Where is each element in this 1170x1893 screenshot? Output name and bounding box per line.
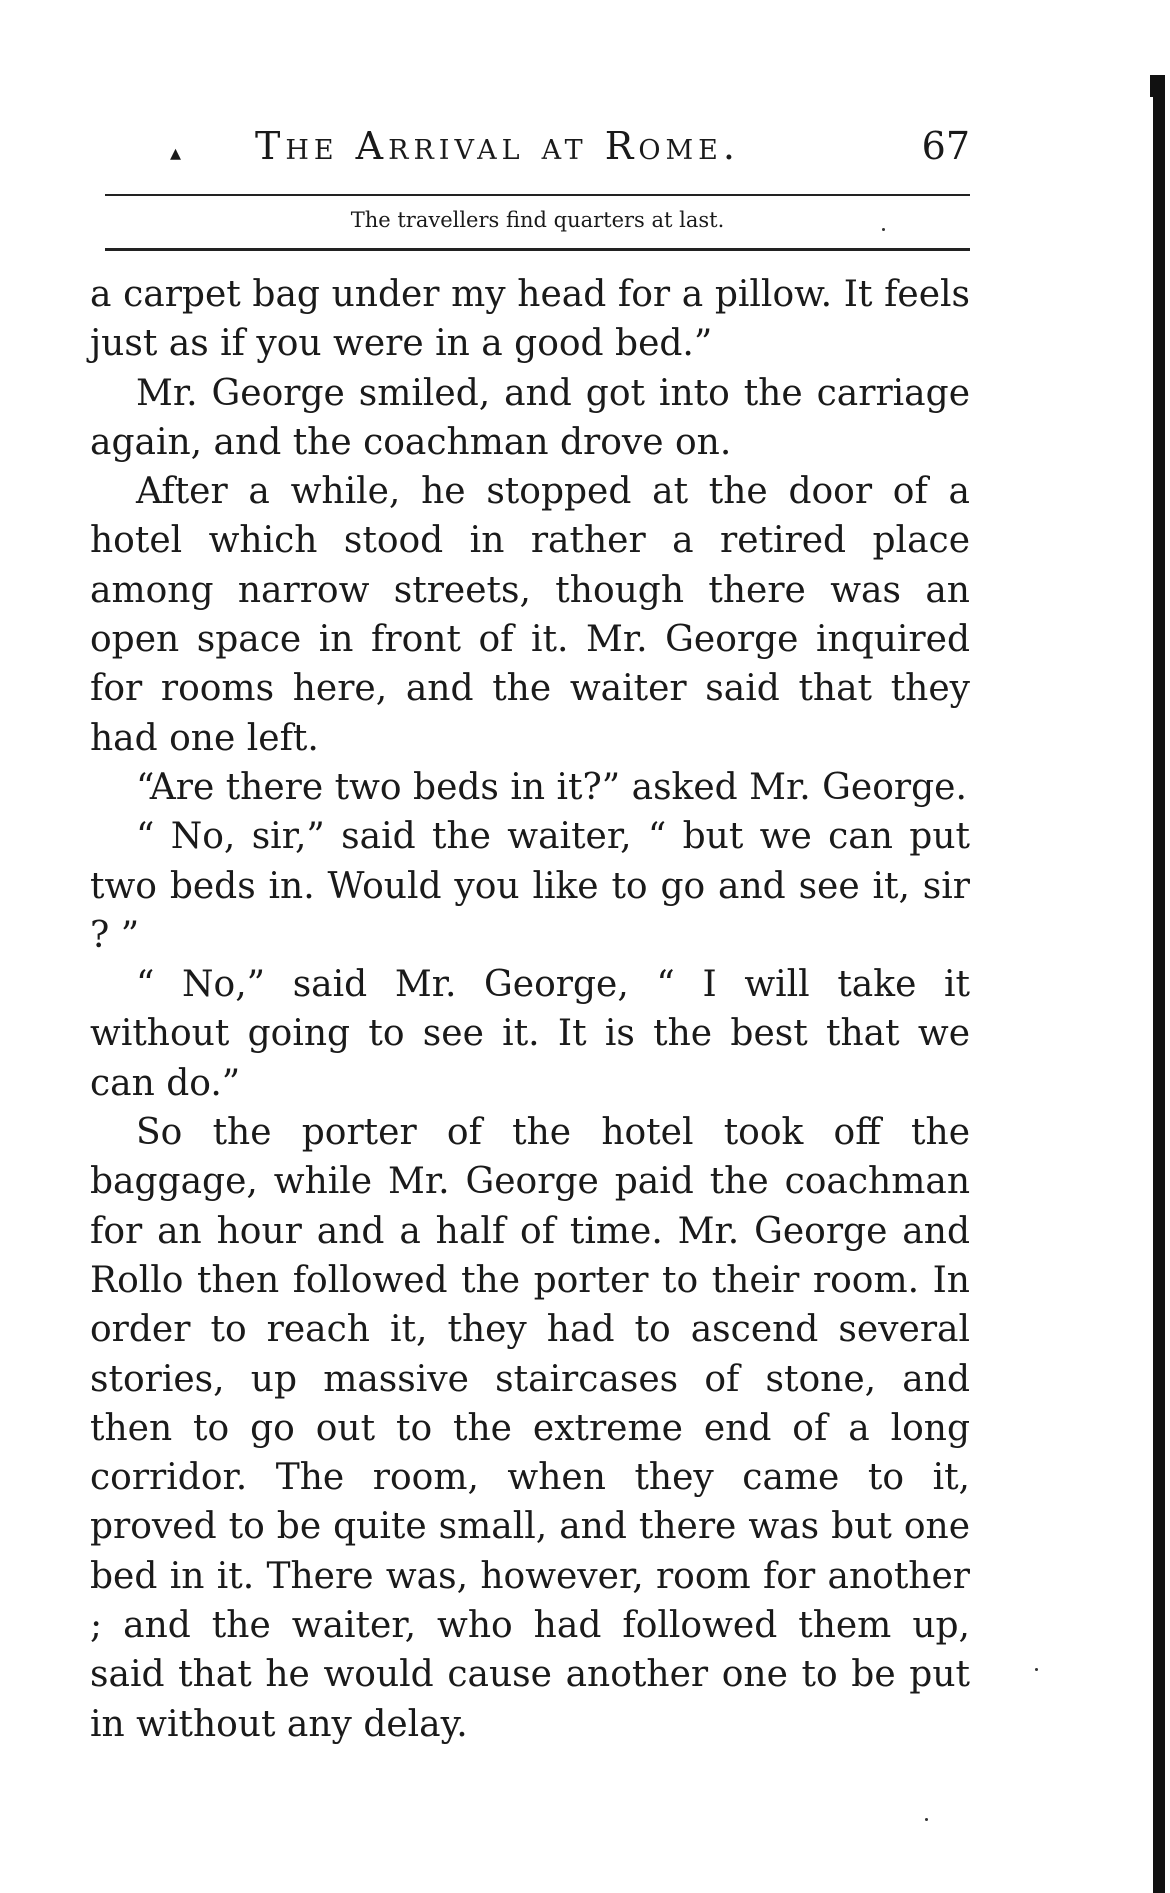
print-speck [882, 228, 885, 231]
paragraph: a carpet bag under my head for a pillow. It feels just as if you were in a good bed.” [90, 274, 970, 365]
page-edge-shadow [1153, 75, 1165, 1893]
section-subtitle: The travellers find quarters at last. [350, 208, 725, 232]
paragraph: “ No, sir,” said the waiter, “ but we can put two beds in. Would you like to go and see it, sir ? ” [90, 816, 970, 956]
header-rule-top [105, 194, 970, 196]
paragraph: After a while, he stopped at the door of a hotel which stood in rather a retired place among narrow streets, though there was an open space in front of it. Mr. George inquired for rooms here, and the waiter said that they had one left. [90, 471, 970, 759]
running-title: The Arrival at Rome. [255, 124, 740, 168]
paragraph: So the porter of the hotel took off the baggage, while Mr. George paid the coachman for an hour and a half of time. Mr. George and Rollo then followed the porter to their room. In order to reach it, they had to ascend several stories, up massive staircases of stone, and then to go out to the extreme end of a long corridor. The room, when they came to it, proved to be quite small, and there was but one bed in it. There was, however, room for another ; and the waiter, who had followed them up, said that he would cause another one to be put in without any delay. [90, 1112, 970, 1745]
running-header [95, 120, 970, 180]
page-edge-notch [1150, 75, 1154, 97]
page-number: 67 [921, 124, 970, 168]
body-text [90, 270, 970, 1749]
print-speck [1035, 1668, 1038, 1671]
print-speck [925, 1818, 928, 1821]
paragraph: “ No,” said Mr. George, “ I will take it without going to see it. It is the best that we can do.” [90, 964, 970, 1104]
header-rule-bottom [105, 248, 970, 251]
header-mark: ▴ [170, 140, 182, 166]
paragraph: Mr. George smiled, and got into the carriage again, and the coachman drove on. [90, 372, 970, 463]
paragraph: “Are there two beds in it?” asked Mr. George. [136, 766, 967, 808]
